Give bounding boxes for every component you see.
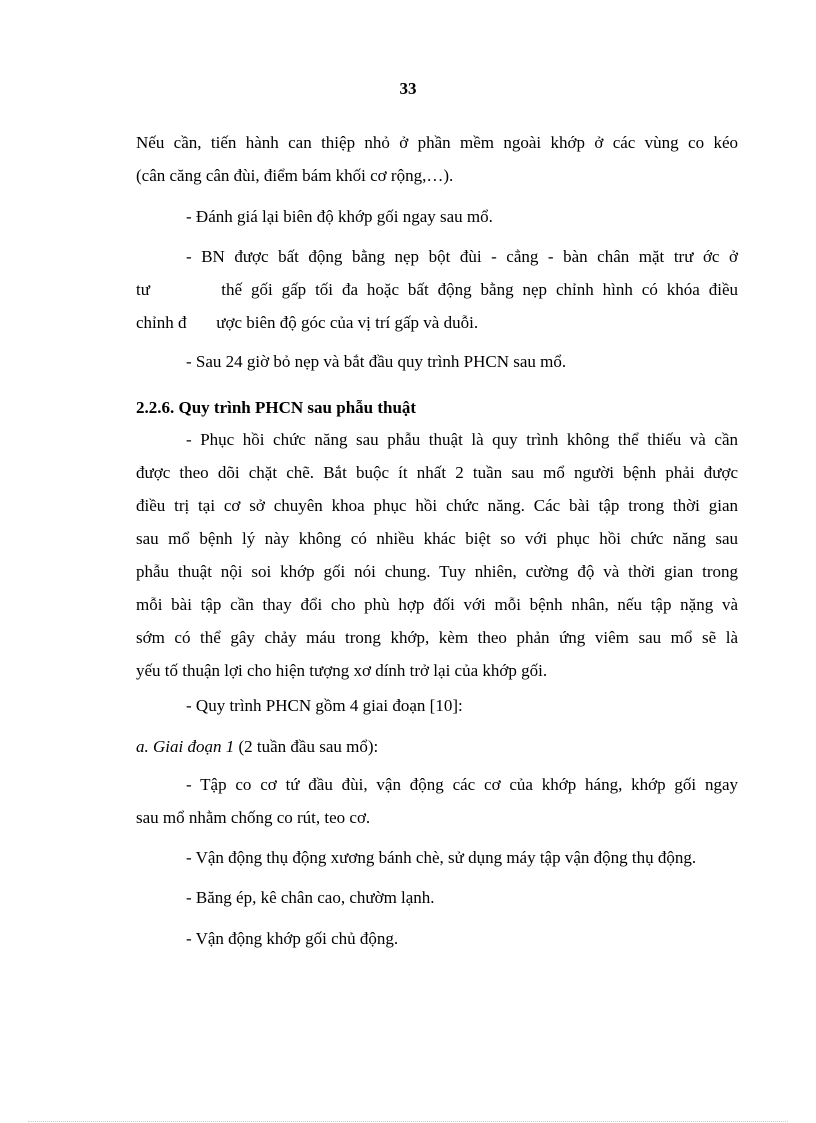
text-line: yếu tố thuận lợi cho hiện tượng xơ dính trở lại của khớp gối. <box>136 661 548 680</box>
text-line: - Sau 24 giờ bỏ nẹp và bắt đầu quy trình PHCN sau mổ. <box>186 352 567 371</box>
paragraph-active <box>136 922 738 955</box>
text-line: điều trị tại cơ sở chuyên khoa phục hồi chức năng. Các bài tập trong thời gian <box>136 496 738 515</box>
paragraph-after24h <box>136 345 738 378</box>
text-line: - Phục hồi chức năng sau phẫu thuật là quy trình không thể thiếu và cần <box>186 430 738 449</box>
paragraph-stages <box>136 689 738 722</box>
text-line: - Đánh giá lại biên độ khớp gối ngay sau mổ. <box>186 207 493 226</box>
text-line: sớm có thể gây chảy máu trong khớp, kèm theo phản ứng viêm sau mổ sẽ là <box>136 628 738 647</box>
page-number: 33 <box>399 79 417 98</box>
paragraph-rehab <box>136 423 738 687</box>
subsection-stage-1 <box>136 737 378 757</box>
text-line: phẫu thuật nội soi khớp gối nói chung. Tuy nhiên, cường độ và thời gian trong <box>136 562 738 581</box>
stage-description: (2 tuần đầu sau mổ): <box>234 737 379 756</box>
paragraph-passive <box>136 841 738 874</box>
text-line: (cân căng cân đùi, điểm bám khối cơ rộng,…). <box>136 166 454 185</box>
paragraph-quadriceps <box>136 768 738 834</box>
text-line: tư thế gối gấp tối đa hoặc bất động bằng nẹp chỉnh hình có khóa điều <box>136 280 738 299</box>
text-line: - Vận động thụ động xương bánh chè, sử dụng máy tập vận động thụ động. <box>186 848 697 867</box>
text-line: được theo dõi chặt chẽ. Bắt buộc ít nhất 2 tuần sau mổ người bệnh phải được <box>136 463 738 482</box>
text-line: chỉnh đ ược biên độ góc của vị trí gấp và duỗi. <box>136 313 479 332</box>
page-bottom-divider <box>28 1121 788 1122</box>
text-line: - Tập co cơ tứ đầu đùi, vận động các cơ của khớp háng, khớp gối ngay <box>186 775 738 794</box>
text-line: - Băng ép, kê chân cao, chườm lạnh. <box>186 888 435 907</box>
section-heading: 2.2.6. Quy trình PHCN sau phẫu thuật <box>136 398 417 417</box>
text-line: sau mổ nhằm chống co rút, teo cơ. <box>136 808 371 827</box>
text-line: mỗi bài tập cần thay đổi cho phù hợp đối với mỗi bệnh nhân, nếu tập nặng và <box>136 595 738 614</box>
text-line: - Vận động khớp gối chủ động. <box>186 929 399 948</box>
text-line: sau mổ bệnh lý này không có nhiều khác biệt so với phục hồi chức năng sau <box>136 529 738 548</box>
text-line: - BN được bất động bằng nẹp bột đùi - cẳng - bàn chân mặt trư ớc ở <box>186 247 738 266</box>
paragraph-immobilize <box>136 240 738 339</box>
stage-label: a. Giai đoạn 1 <box>136 737 235 756</box>
paragraph-intervention <box>136 126 738 192</box>
text-line: - Quy trình PHCN gồm 4 giai đoạn [10]: <box>186 696 463 715</box>
paragraph-compression <box>136 881 738 914</box>
paragraph-assess <box>136 200 738 233</box>
text-line: Nếu cần, tiến hành can thiệp nhỏ ở phần mềm ngoài khớp ở các vùng co kéo <box>136 133 738 152</box>
